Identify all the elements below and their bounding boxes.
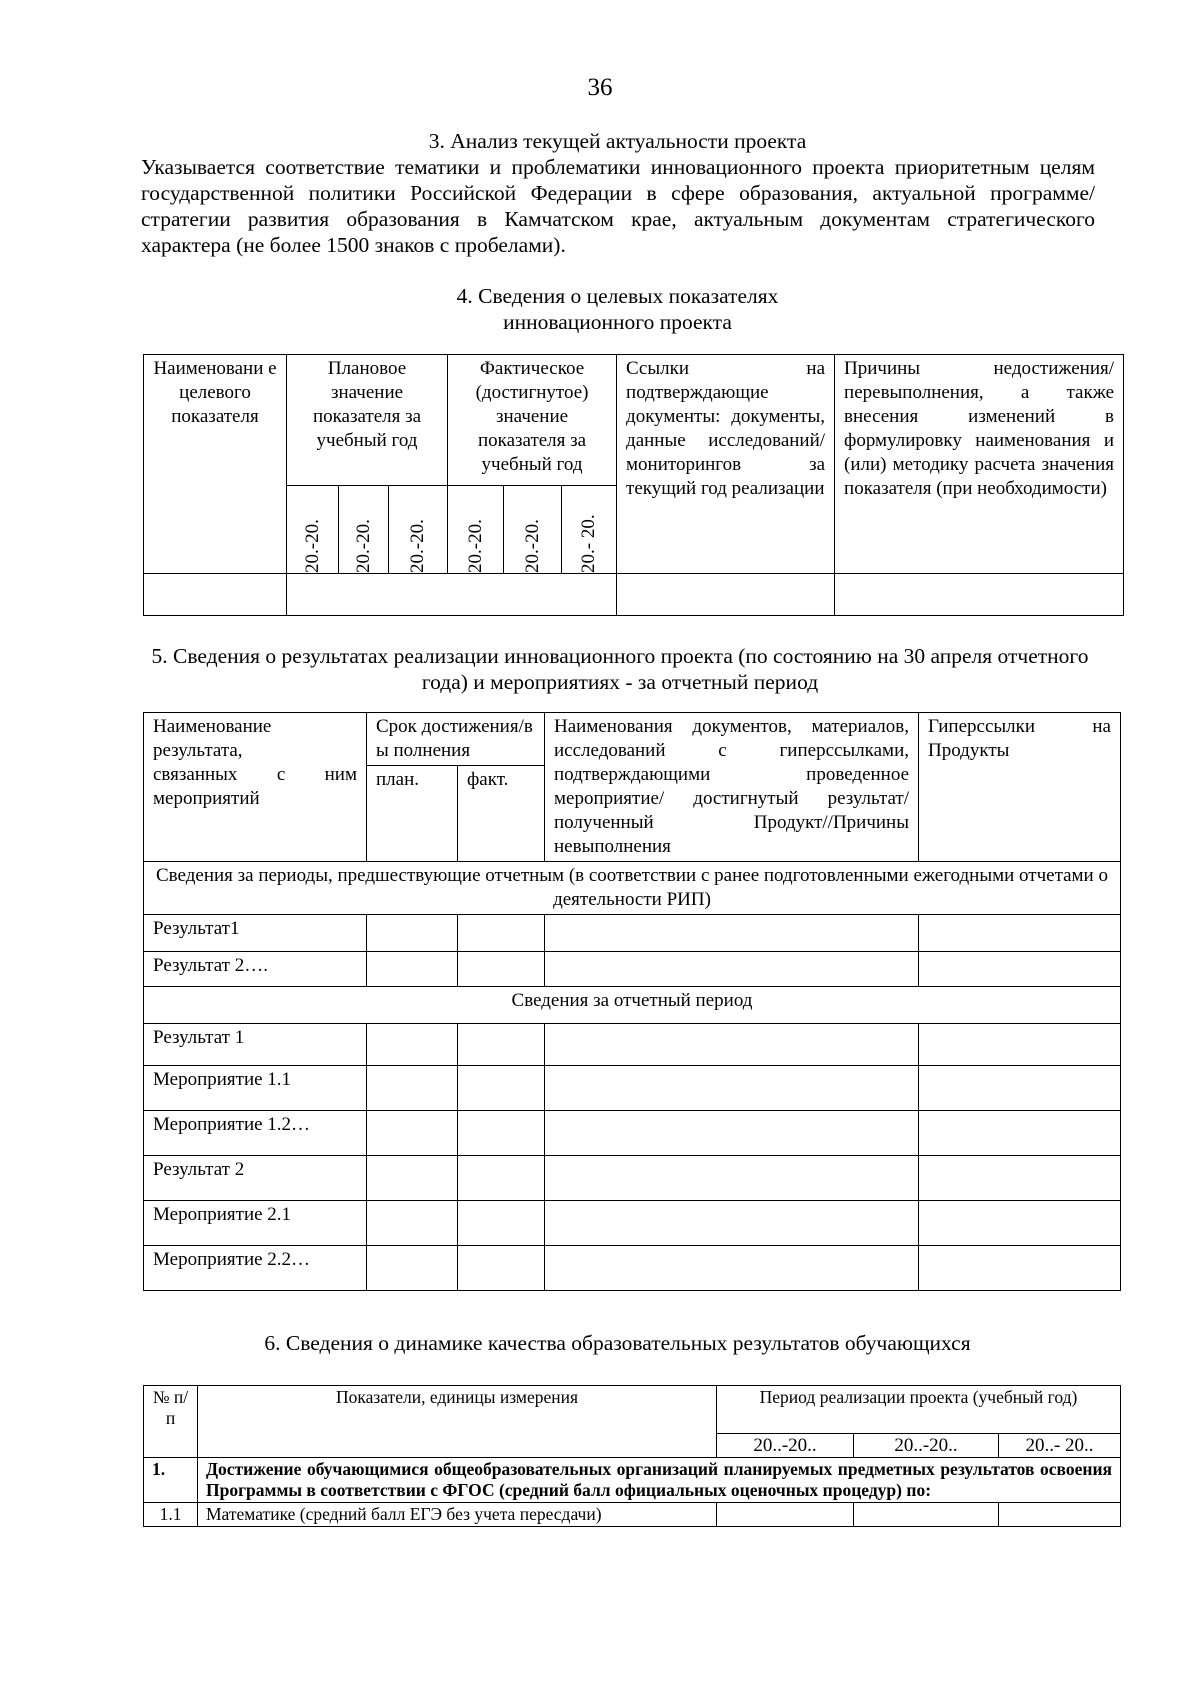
- event-row-label: Мероприятие 2.1: [144, 1201, 367, 1246]
- header-documents: Наименования документов, материалов, исследований с гиперссылками, подтверждающими проведенное мероприятие/ достигнутый результат/полученный Продукт//Причины невыполнения: [545, 713, 919, 862]
- section6-title: 6. Сведения о динамике качества образовательных результатов обучающихся: [264, 1331, 971, 1355]
- header-indicator-name: Наименовани е целевого показателя: [144, 355, 287, 574]
- section5-title: 5. Сведения о результатах реализации инновационного проекта (по состоянию на 30 апреля отчетного года) и мероприятиях - за отчетный период: [151, 644, 1089, 694]
- header-reasons: Причины недостижения/ перевыполнения, а также внесения изменений в формулировку наименования и (или) методику расчета значения показателя (при необходимости): [835, 355, 1124, 574]
- year-cell: 20..-20..: [717, 1434, 854, 1458]
- year-cell: 20.-20.: [339, 486, 389, 574]
- row-text: Математике (средний балл ЕГЭ без учета пересдачи): [198, 1503, 717, 1527]
- header-term: Срок достижения/вы полнения: [367, 713, 545, 766]
- results-table: [143, 712, 1121, 1291]
- page-number: 36: [587, 74, 613, 101]
- header-product-links: Гиперссылки на Продукты: [919, 713, 1121, 862]
- year-cell: 20..- 20..: [999, 1434, 1121, 1458]
- result-row-label: Результат 2….: [144, 952, 367, 987]
- section4-title-line2: инновационного проекта: [503, 310, 732, 334]
- year-cell: 20.-20.: [287, 486, 339, 574]
- header-confirming-docs: Ссылки на подтверждающие документы: документы, данные исследований/ мониторингов за текущий год реализации: [617, 355, 835, 574]
- year-cell: 20.-20.: [389, 486, 448, 574]
- row-text: Достижение обучающимися общеобразовательных организаций планируемых предметных результатов освоения Программы в соответствии с ФГОС (средний балл официальных оценочных процедур) по:: [198, 1458, 1121, 1503]
- header-result-name: Наименование результата, связанных с ним мероприятий: [144, 713, 367, 862]
- result-row-label: Результат1: [144, 915, 367, 952]
- header-num: № п/п: [144, 1386, 198, 1458]
- year-cell: 20..-20..: [854, 1434, 999, 1458]
- result-row-label: Результат 2: [144, 1156, 367, 1201]
- result-row-label: Результат 1: [144, 1024, 367, 1066]
- event-row-label: Мероприятие 2.2…: [144, 1246, 367, 1291]
- empty-cell: [835, 574, 1124, 616]
- header-fact: факт.: [458, 766, 545, 862]
- header-indicators: Показатели, единицы измерения: [198, 1386, 717, 1458]
- empty-cell: [617, 574, 835, 616]
- current-period-row: Сведения за отчетный период: [144, 987, 1121, 1024]
- header-period: Период реализации проекта (учебный год): [717, 1386, 1121, 1434]
- event-row-label: Мероприятие 1.2…: [144, 1111, 367, 1156]
- header-planned-value: Плановое значение показателя за учебный год: [287, 355, 448, 486]
- row-num: 1.: [144, 1458, 198, 1503]
- year-cell: 20.- 20.: [562, 486, 617, 574]
- empty-cell: [144, 574, 287, 616]
- empty-cell: [287, 574, 617, 616]
- header-actual-value: Фактическое (достигнутое) значение показателя за учебный год: [448, 355, 617, 486]
- event-row-label: Мероприятие 1.1: [144, 1066, 367, 1111]
- section3-text: Указывается соответствие тематики и проблематики инновационного проекта приоритетным целям государственной политики Российской Федерации в сфере образования, актуальной программе/стратегии развития образования в Камчатском крае, актуальным документам стратегического характера (не более 1500 знаков с пробелами).: [141, 155, 1095, 257]
- row-num: 1.1: [144, 1503, 198, 1527]
- section4-title-line1: 4. Сведения о целевых показателях: [456, 284, 779, 308]
- prev-periods-row: Сведения за периоды, предшествующие отчетным (в соответствии с ранее подготовленными ежегодными отчетами о деятельности РИП): [144, 862, 1121, 915]
- year-cell: 20.-20.: [448, 486, 504, 574]
- target-indicators-table: [143, 354, 1124, 616]
- dynamics-table: [143, 1385, 1121, 1527]
- header-plan: план.: [367, 766, 458, 862]
- year-cell: 20.-20.: [504, 486, 562, 574]
- section3-title: 3. Анализ текущей актуальности проекта: [428, 129, 807, 153]
